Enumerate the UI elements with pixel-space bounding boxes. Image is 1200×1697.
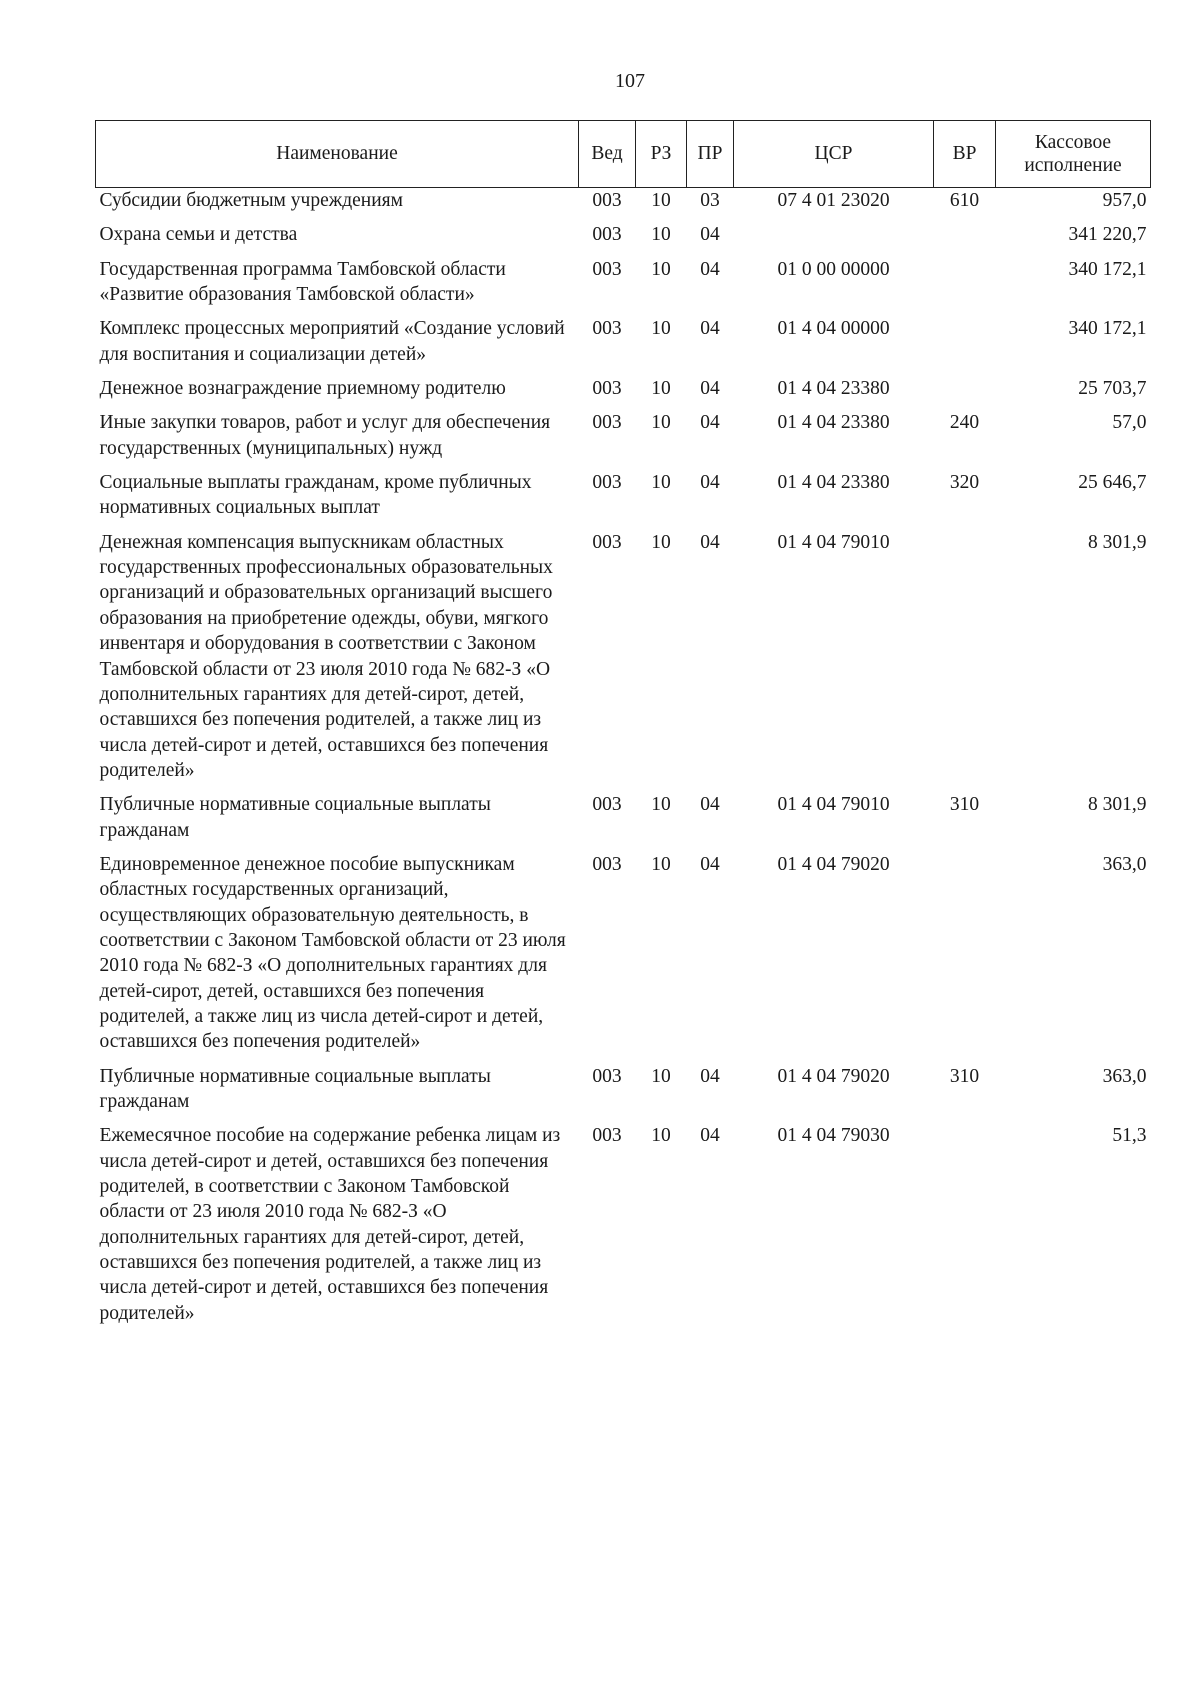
row-name: Денежное вознаграждение приемному родителю [99, 378, 506, 400]
row-ved-code: 003 [592, 378, 622, 400]
row-vr-code: 310 [949, 794, 980, 816]
row-rz-code: 10 [651, 224, 671, 246]
row-rz-code: 10 [651, 190, 671, 211]
header-rz: РЗ [636, 121, 687, 188]
row-pr-code: 03 [700, 190, 720, 211]
row-ved-code: 003 [592, 1125, 622, 1147]
row-amount: 341 220,7 [1068, 224, 1147, 246]
row-name: Комплекс процессных мероприятий «Создание условий для воспитания и социализации детей» [99, 318, 565, 365]
table-row [96, 222, 1151, 256]
header-row [96, 121, 1151, 188]
row-vr-code: 310 [949, 1065, 980, 1087]
row-vr-code [934, 530, 996, 792]
row-csr-code: 01 4 04 23380 [777, 472, 890, 494]
row-csr-code: 01 0 00 00000 [777, 258, 890, 280]
table-row [96, 410, 1151, 470]
row-ved-code: 003 [592, 190, 622, 211]
row-ved-code: 003 [592, 224, 622, 246]
row-name: Публичные нормативные социальные выплаты гражданам [99, 1065, 491, 1112]
row-csr-code: 01 4 04 79010 [777, 531, 890, 553]
row-rz-code: 10 [651, 794, 671, 816]
table-row [96, 316, 1151, 376]
table-row [96, 530, 1151, 792]
table-row [96, 470, 1151, 530]
row-pr-code: 04 [700, 1065, 720, 1087]
row-pr-code: 04 [700, 378, 720, 400]
row-ved-code: 003 [592, 258, 622, 280]
table-row [96, 1064, 1151, 1124]
row-ved-code: 003 [592, 412, 622, 434]
row-vr-code [934, 852, 996, 1064]
row-amount: 8 301,9 [1088, 794, 1147, 816]
row-csr-code: 07 4 01 23020 [777, 190, 890, 211]
row-rz-code: 10 [651, 472, 671, 494]
row-rz-code: 10 [651, 258, 671, 280]
row-amount: 25 703,7 [1078, 378, 1147, 400]
row-csr-code: 01 4 04 23380 [777, 378, 890, 400]
row-amount: 51,3 [1112, 1125, 1147, 1147]
row-amount: 25 646,7 [1078, 472, 1147, 494]
row-csr-code: 01 4 04 79030 [777, 1125, 890, 1147]
row-name: Иные закупки товаров, работ и услуг для обеспечения государственных (муниципальных) нужд [99, 412, 551, 459]
row-pr-code: 04 [700, 853, 720, 875]
row-name: Субсидии бюджетным учреждениям [99, 190, 403, 211]
row-ved-code: 003 [592, 531, 622, 553]
table-row [96, 792, 1151, 852]
row-pr-code: 04 [700, 412, 720, 434]
row-rz-code: 10 [651, 318, 671, 340]
table-body [96, 188, 1151, 1336]
row-rz-code: 10 [651, 378, 671, 400]
row-name: Охрана семьи и детства [99, 224, 298, 246]
row-vr-code: 610 [949, 190, 980, 211]
row-rz-code: 10 [651, 853, 671, 875]
row-rz-code: 10 [651, 412, 671, 434]
row-csr-code: 01 4 04 79020 [777, 1065, 890, 1087]
row-amount: 8 301,9 [1088, 531, 1147, 553]
row-vr-code [934, 222, 996, 256]
row-amount: 363,0 [1102, 853, 1147, 875]
header-csr: ЦСР [734, 121, 934, 188]
table-row [96, 188, 1151, 223]
row-amount: 363,0 [1102, 1065, 1147, 1087]
row-pr-code: 04 [700, 318, 720, 340]
row-pr-code: 04 [700, 224, 720, 246]
row-amount: 340 172,1 [1068, 318, 1147, 340]
row-vr-code: 240 [949, 412, 980, 434]
row-amount: 57,0 [1112, 412, 1147, 434]
row-amount: 340 172,1 [1068, 258, 1147, 280]
row-vr-code [934, 376, 996, 410]
row-amount: 957,0 [1102, 190, 1147, 211]
row-pr-code: 04 [700, 531, 720, 553]
row-vr-code [934, 257, 996, 317]
row-name: Единовременное денежное пособие выпускникам областных государственных организаций, осуществляющих образовательную деятельность, в соответствии с Законом Тамбовской области от 23 июля 2010 года № 682-З «О дополнительных гарантиях для детей-сирот, детей, оставшихся без попечения родителей, а также лиц из числа детей-сирот и детей, оставшихся без попечения родителей» [99, 853, 566, 1053]
table-row [96, 376, 1151, 410]
row-ved-code: 003 [592, 318, 622, 340]
header-vr: ВР [934, 121, 996, 188]
row-csr-code: 01 4 04 23380 [777, 412, 890, 434]
header-name: Наименование [96, 121, 579, 188]
row-rz-code: 10 [651, 1125, 671, 1147]
row-name: Ежемесячное пособие на содержание ребенка лицам из числа детей-сирот и детей, оставшихся без попечения родителей, в соответствии с Законом Тамбовской области от 23 июля 2010 года № 682-З «О дополнительных гарантиях для детей-сирот, детей, оставшихся без попечения родителей, а также лиц из числа детей-сирот и детей, оставшихся без попечения родителей» [99, 1125, 561, 1324]
header-ved: Вед [579, 121, 636, 188]
header-pr: ПР [687, 121, 734, 188]
row-ved-code: 003 [592, 794, 622, 816]
table-row [96, 852, 1151, 1064]
row-vr-code [934, 1123, 996, 1335]
budget-table [95, 120, 1151, 1335]
row-name: Денежная компенсация выпускникам областных государственных профессиональных образовательных организаций и образовательных организаций высшего образования на приобретение одежды, обуви, мягкого инвентаря и оборудования в соответствии с Законом Тамбовской области от 23 июля 2010 года № 682-З «О дополнительных гарантиях для детей-сирот, детей, оставшихся без попечения родителей, а также лиц из числа детей-сирот и детей, оставшихся без попечения родителей» [99, 531, 553, 781]
row-name: Социальные выплаты гражданам, кроме публичных нормативных социальных выплат [99, 472, 532, 519]
row-pr-code: 04 [700, 794, 720, 816]
table-header [96, 121, 1151, 188]
row-ved-code: 003 [592, 1065, 622, 1087]
row-pr-code: 04 [700, 472, 720, 494]
row-csr-code: 01 4 04 79010 [777, 794, 890, 816]
row-vr-code: 320 [949, 472, 980, 494]
table-row [96, 1123, 1151, 1335]
row-pr-code: 04 [700, 1125, 720, 1147]
row-ved-code: 003 [592, 472, 622, 494]
header-amount: Кассовое исполнение [996, 121, 1151, 188]
page-number: 107 [615, 70, 645, 92]
row-csr-code [734, 222, 934, 256]
row-name: Государственная программа Тамбовской области «Развитие образования Тамбовской области» [99, 258, 506, 306]
table-row [96, 257, 1151, 317]
row-pr-code: 04 [700, 258, 720, 280]
row-vr-code [934, 316, 996, 376]
row-csr-code: 01 4 04 79020 [777, 853, 890, 875]
row-rz-code: 10 [651, 531, 671, 553]
row-csr-code: 01 4 04 00000 [777, 318, 890, 340]
row-name: Публичные нормативные социальные выплаты гражданам [99, 794, 491, 841]
row-rz-code: 10 [651, 1065, 671, 1087]
row-ved-code: 003 [592, 853, 622, 875]
